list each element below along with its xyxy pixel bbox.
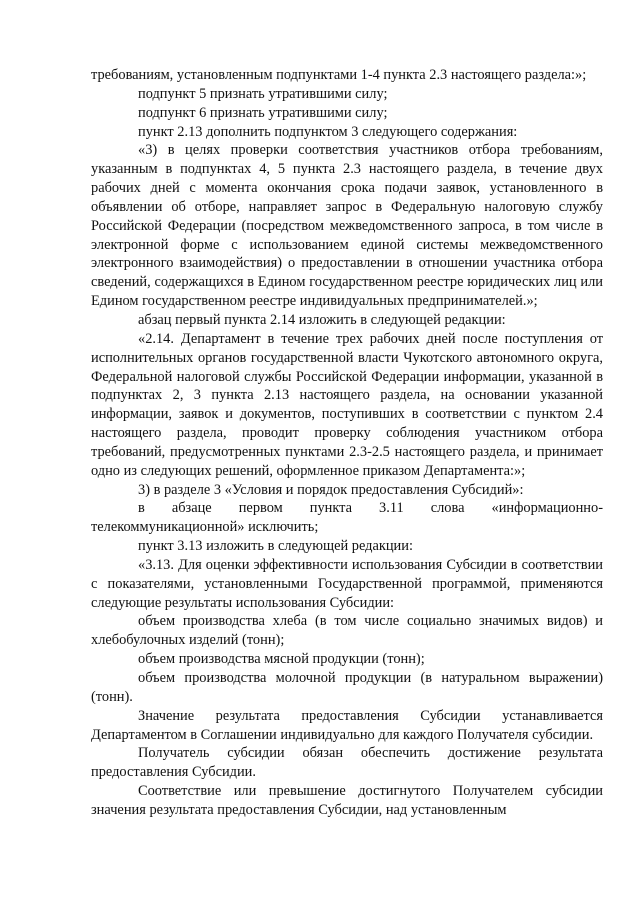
paragraph-subpoint-6-repeal: подпункт 6 признать утратившими силу; [138, 104, 388, 121]
document-page [91, 66, 603, 820]
paragraph-point-2-14-text: «2.14. Департамент в течение трех рабочих дней после поступления от исполнительных органов государственной власти Чукотского автономного округа, Федеральной налоговой службы Российской Федерации информации, указанной в подпунктах 2, 3 пункта 2.13 настоящего раздела, на основании указанной информации, заявок и документов, поступивших в соответствии с пунктом 2.4 настоящего раздела, проводит проверку соблюдения участником отбора требований, предусмотренных пунктами 2.3-2.5 настоящего раздела, и принимает одно из следующих решений, оформленное приказом Департамента:»; [91, 330, 603, 479]
paragraph-subpoint-3-text: «3) в целях проверки соответствия участников отбора требованиям, указанным в подпунктах 4, 5 пункта 2.3 настоящего раздела, в течение двух рабочих дней с момента окончания срока подачи заявок, установленного в объявлении об отборе, направляет запрос в Федеральную налоговую службу Российской Федерации (посредством межведомственного запроса, в том числе в электронной форме с использованием единой системы межведомственного электронного взаимодействия) о предоставлении в отношении участника отбора сведений, содержащихся в Едином государственном реестре юридических лиц или Едином государственном реестре индивидуальных предпринимателей.»; [91, 142, 603, 310]
paragraph-point-3-13-amend: пункт 3.13 изложить в следующей редакции: [138, 538, 413, 555]
paragraph-point-2-14-amend: абзац первый пункта 2.14 изложить в следующей редакции: [138, 311, 506, 328]
paragraph-section-3-heading: 3) в разделе 3 «Условия и порядок предоставления Субсидий»: [138, 481, 524, 498]
paragraph-result-compliance: Соответствие или превышение достигнутого Получателем субсидии значения результата предоставления Субсидии, над установленным [91, 783, 603, 818]
paragraph-result-dairy: объем производства молочной продукции (в натуральном выражении) (тонн). [91, 670, 603, 705]
paragraph-point-3-11-amend: в абзаце первом пункта 3.11 слова «информационно-телекоммуникационной» исключить; [91, 500, 603, 536]
paragraph-point-3-13-text: «3.13. Для оценки эффективности использования Субсидии в соответствии с показателями, установленными Государственной программой, применяются следующие результаты использования Субсидии: [91, 556, 603, 611]
paragraph-result-value: Значение результата предоставления Субсидии устанавливается Департаментом в Соглашении индивидуально для каждого Получателя субсидии. [91, 707, 603, 743]
paragraph-subpoint-5-repeal: подпункт 5 признать утратившими силу; [138, 85, 388, 102]
paragraph-result-meat: объем производства мясной продукции (тонн); [138, 651, 425, 668]
paragraph-recipient-obligation: Получатель субсидии обязан обеспечить достижение результата предоставления Субсидии. [91, 745, 603, 781]
paragraph-continuation: требованиям, установленным подпунктами 1-4 пункта 2.3 настоящего раздела:»; [91, 67, 587, 83]
paragraph-result-bread: объем производства хлеба (в том числе социально значимых видов) и хлебобулочных изделий (тонн); [91, 613, 603, 649]
paragraph-point-2-13-amend: пункт 2.13 дополнить подпунктом 3 следующего содержания: [138, 123, 518, 140]
